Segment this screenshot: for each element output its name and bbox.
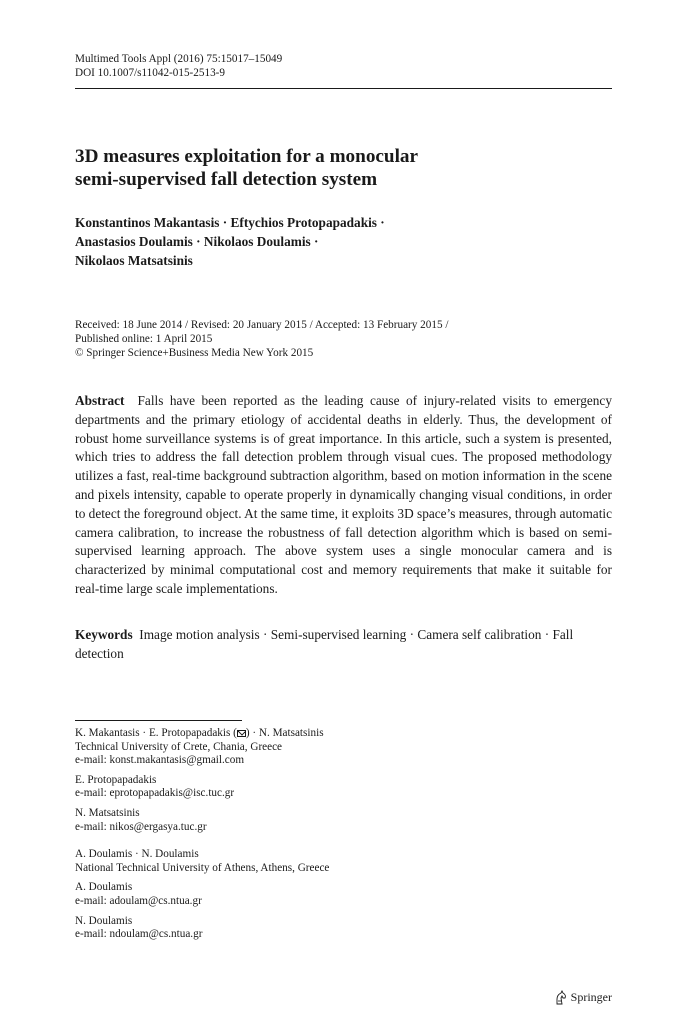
footnote-email: e-mail: adoulam@cs.ntua.gr — [75, 894, 202, 907]
footnote-authors: K. Makantasis · E. Protopapadakis ( ) · N. Matsatsinis — [75, 727, 324, 739]
footnote-email: e-mail: konst.makantasis@gmail.com — [75, 754, 245, 767]
authors-line-1: Konstantinos Makantasis · Eftychios Protopapadakis · — [75, 215, 385, 230]
author-footnotes — [75, 727, 329, 948]
footnote-group-3 — [75, 807, 329, 834]
footnote-email: e-mail: eprotopapadakis@isc.tuc.gr — [75, 787, 235, 800]
footnote-group-5 — [75, 881, 329, 908]
footnote-name: N. Matsatsinis — [75, 806, 140, 819]
footnote-name: A. Doulamis — [75, 881, 133, 894]
publication-dates — [75, 318, 448, 360]
footnote-name: N. Doulamis — [75, 914, 133, 927]
title-line-1: 3D measures exploitation for a monocular — [75, 146, 419, 167]
abstract — [75, 392, 612, 599]
paper-title — [75, 145, 418, 191]
footnote-email: e-mail: nikos@ergasya.tuc.gr — [75, 820, 207, 833]
keywords-text: Image motion analysis · Semi-supervised learning · Camera self calibration · Fall detection — [75, 627, 574, 661]
springer-horse-icon — [554, 990, 567, 1005]
footnote-name: E. Protopapadakis — [75, 773, 157, 786]
title-line-2: semi-supervised fall detection system — [75, 169, 378, 190]
footnote-group-4 — [75, 848, 329, 875]
abstract-text: Falls have been reported as the leading cause of injury-related visits to emergency departments and the primary etiology of accidental deaths in elderly. Thus, the development of robust home surveillance systems is of great importance. In this article, such a system is presented, which tries to address the fall detection problem through visual cues. The proposed methodology utilizes a fast, real-time background subtraction algorithm, based on motion information in the scene and pixels intensity, capable to operate properly in dynamically changing visual conditions, in order to detect the foreground object. At the same time, it exploits 3D space’s measures, through automatic camera calibration, to increase the robustness of fall detection algorithm which is based on semi-supervised learning approach. The above system uses a single monocular camera and is characterized by minimal computational cost and memory requirements that make it suitable for real-time large scale implementations. — [75, 393, 612, 596]
received-revised-accepted: Received: 18 June 2014 / Revised: 20 January 2015 / Accepted: 13 February 2015 / — [75, 319, 449, 331]
keywords — [75, 626, 612, 664]
footnote-email: e-mail: ndoulam@cs.ntua.gr — [75, 928, 203, 941]
footnote-divider — [75, 720, 242, 721]
doi: DOI 10.1007/s11042-015-2513-9 — [75, 67, 225, 79]
copyright: © Springer Science+Business Media New York 2015 — [75, 347, 314, 359]
footnote-authors: A. Doulamis · N. Doulamis — [75, 848, 199, 861]
header-divider — [75, 88, 612, 89]
author-list — [75, 213, 385, 270]
footnote-affiliation: Technical University of Crete, Chania, Greece — [75, 740, 283, 753]
footnote-group-1 — [75, 727, 329, 768]
footnote-affiliation: National Technical University of Athens, Athens, Greece — [75, 861, 330, 874]
footnote-group-6 — [75, 915, 329, 942]
authors-line-3: Nikolaos Matsatsinis — [75, 253, 193, 268]
published-online: Published online: 1 April 2015 — [75, 333, 213, 345]
publisher-logo — [554, 990, 612, 1005]
journal-header — [75, 52, 282, 80]
abstract-label: Abstract — [75, 393, 125, 408]
footnote-group-2 — [75, 774, 329, 801]
authors-line-2: Anastasios Doulamis · Nikolaos Doulamis · — [75, 234, 319, 249]
envelope-icon — [237, 730, 246, 737]
journal-citation: Multimed Tools Appl (2016) 75:15017–15049 — [75, 53, 283, 65]
keywords-label: Keywords — [75, 627, 133, 642]
publisher-name: Springer — [570, 990, 612, 1004]
